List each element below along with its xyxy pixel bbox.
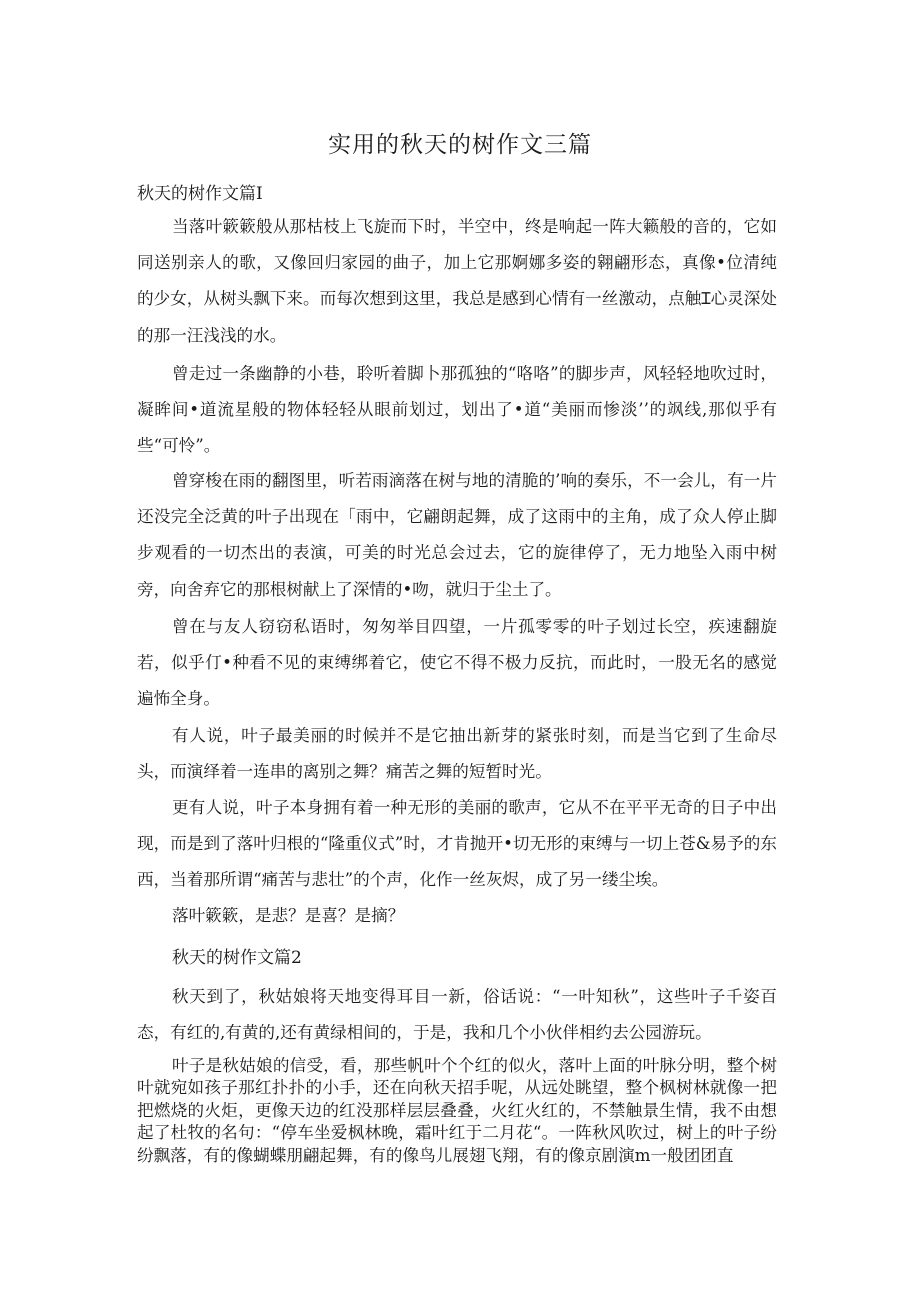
paragraph: 更有人说，叶子本身拥有着一种无形的美丽的歌声，它从不在平平无奇的日子中出现，而是到了落叶归根的“隆重仪式”时，才肯抛开•切无形的束缚与一切上苍&易予的东西，当着那所谓“痛苦与悲壮”的个声，化作一丝灰烬，成了另一缕尘埃。 [137, 798, 777, 890]
paragraph: 叶子是秋姑娘的信受，看，那些帆叶个个红的似火，落叶上面的叶脉分明，整个树叶就宛如孩子那红扑扑的小手，还在向秋天招手呢，从远处眺望，整个枫树林就像一把把燃烧的火炬，更像天边的红没那样层层叠叠，火红火红的，不禁触景生情，我不由想起了杜牧的名句：“停车坐爱枫林晚，霜叶红于二月花“。一阵秋风吹过，树上的叶子纷纷飘落，有的像蝴蝶朋翩起舞，有的像鸟儿展翅飞翔，有的像京剧演m一般团团直 [137, 1056, 777, 1165]
section-2-heading: 秋天的树作文篇2 [172, 948, 302, 968]
section-1-heading: 秋天的树作文篇Ⅰ [137, 184, 263, 204]
document-title: 实用的秋天的树作文三篇 [328, 132, 592, 158]
paragraph: 有人说，叶子最美丽的时候并不是它抽出新芽的紧张时刻，而是当它到了生命尽头，而演绎着一连串的离别之舞？痛苦之舞的短暂时光。 [137, 726, 777, 782]
paragraph: 曾穿梭在雨的翻图里，听若雨滴落在树与地的清脆的’响的奏乐，不一会儿，有一片还没完全泛黄的叶子出现在「雨中，它翩朗起舞，成了这雨中的主角，成了众人停止脚步观看的一切杰出的表演，可美的时光总会过去，它的旋律停了，无力地坠入雨中树旁，向舍弃它的那根树献上了深情的•吻，就归于尘土了。 [137, 471, 777, 599]
paragraph: 落叶簌簌，是悲？是喜？是摘？ [172, 906, 405, 925]
paragraph: 曾在与友人窃窃私语时，匆匆举目四望，一片孤零零的叶子划过长空，疾速翻旋若，似乎仃•种看不见的束缚绑着它，使它不得不极力反抗，而此时，一股无名的感觉遍怖全身。 [137, 617, 777, 709]
paragraph: 曾走过一条幽静的小巷，聆听着脚卜那孤独的“咯咯”的脚步声，风轻轻地吹过时，凝眸间•道流星般的物体轻轻从眼前划过，划出了•道“美丽而惨淡’’的飒线,那似乎有些“可怜”。 [137, 364, 777, 456]
paragraph: 当落叶簌簌般从那枯枝上飞旋而下时，半空中，终是响起一阵大籁般的音的，它如同送别亲人的歌，又像回归家园的曲子，加上它那婀娜多姿的翱翩形态，真像•位清纯的少女，从树头飘下来。而每次想到这里，我总是感到心情有一丝激动，点触Ɪ心灵深处的那一汪浅浅的水。 [137, 217, 777, 345]
paragraph: 秋天到了，秋姑娘将天地变得耳目一新，俗话说：“一叶知秋”，这些叶子千姿百态，有红的,有黄的,还有黄绿相间的，于是，我和几个小伙伴相约去公园游玩。 [137, 987, 777, 1043]
